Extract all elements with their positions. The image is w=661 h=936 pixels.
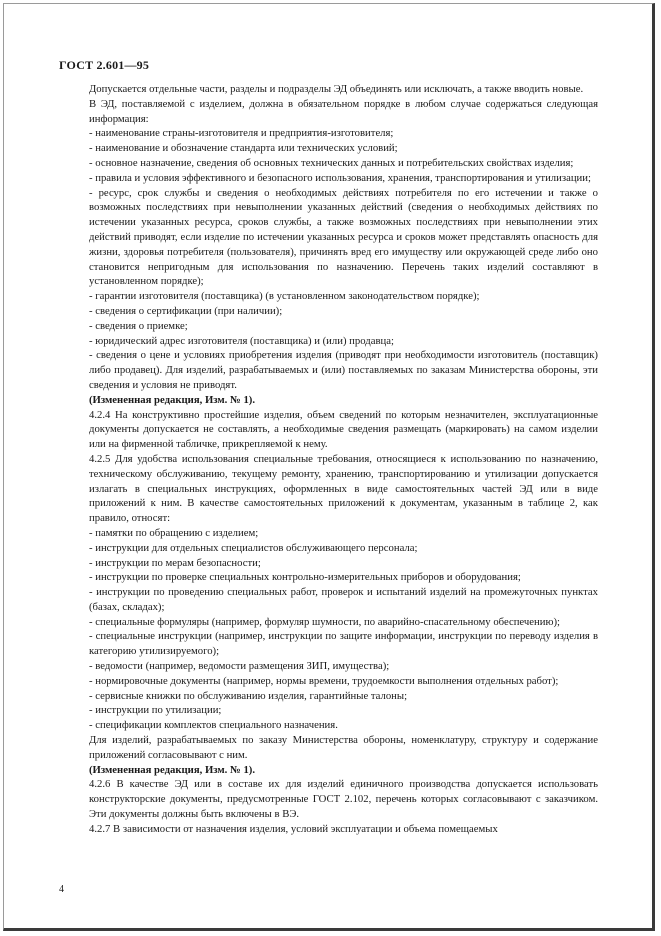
paragraph: 4.2.6 В качестве ЭД или в составе их для изделий единичного производства допускается использовать конструкторские документы, предусмотренные ГОСТ 2.102, перечень которых согласовывают с заказчиком. Эти документы должны быть включены в ВЭ.	[89, 778, 598, 821]
document-body	[89, 82, 598, 837]
list-item: - сведения о приемке;	[89, 319, 188, 332]
paragraph: Для изделий, разрабатываемых по заказу Министерства обороны, номенклатуру, структуру и содержание приложений согласовывают с ним.	[89, 734, 598, 761]
list-item: - сведения о сертификации (при наличии);	[89, 304, 283, 317]
paragraph: 4.2.5 Для удобства использования специальные требования, относящиеся к использованию по назначению, техническому обслуживанию, текущему ремонту, хранению, транспортированию и утилизации допускается излагать в специальных инструкциях, оформленных в виде самостоятельных частей ЭД или в виде приложений к ним. В качестве самостоятельных приложений к документам, указанным в таблице 2, как правило, относят:	[89, 452, 598, 525]
list-item: - основное назначение, сведения об основных технических данных и потребительских свойствах изделия;	[89, 156, 574, 169]
list-item: - сервисные книжки по обслуживанию изделия, гарантийные талоны;	[89, 689, 408, 702]
list-item: - сведения о цене и условиях приобретения изделия (приводят при необходимости изготовитель (поставщик) либо продавец). Для изделий, разрабатываемых и (или) поставляемых по заказам Министерства обороны, эти сведения и условия не приводят.	[89, 349, 598, 391]
list-item: - гарантии изготовителя (поставщика) (в установленном законодательством порядке);	[89, 290, 480, 303]
list-item: - наименование страны-изготовителя и предприятия-изготовителя;	[89, 127, 394, 140]
list-item: - наименование и обозначение стандарта или технических условий;	[89, 142, 398, 155]
list-item: - ведомости (например, ведомости размещения ЗИП, имущества);	[89, 660, 390, 673]
list-item: - спецификации комплектов специального назначения.	[89, 719, 338, 732]
list-item: - инструкции для отдельных специалистов обслуживающего персонала;	[89, 541, 418, 554]
list-item: - нормировочные документы (например, нормы времени, трудоемкости выполнения отдельных работ);	[89, 674, 559, 687]
list-item: - ресурс, срок службы и сведения о необходимых действиях потребителя по его истечении и также о возможных последствиях при невыполнении указанных действий (сведения о необходимых действиях по истечении указанных ресурса, сроков службы, а также возможных последствиях при невыполнении этих действий приводят, если изделие по истечении указанных ресурса и сроков может представлять опасность для жизни, здоровья потребителя (пользователя), причинять вред его имуществу или окружающей среде либо оно становится непригодным для использования по назначению. Перечень таких изделий составляют в установленном порядке);	[89, 186, 598, 288]
paragraph: В ЭД, поставляемой с изделием, должна в обязательном порядке в любом случае содержаться следующая информация:	[89, 97, 598, 125]
list-item: - правила и условия эффективного и безопасного использования, хранения, транспортирования и утилизации;	[89, 171, 591, 184]
document-header: ГОСТ 2.601—95	[59, 58, 150, 72]
list-item: - специальные инструкции (например, инструкции по защите информации, инструкции по переводу изделия в категорию утилизируемого);	[89, 630, 598, 658]
list-item: - памятки по обращению с изделием;	[89, 526, 259, 539]
paragraph: 4.2.4 На конструктивно простейшие изделия, объем сведений по которым незначителен, эксплуатационные документы допускается не составлять, а необходимые сведения размещать (маркировать) на самом изделии или на фирменной табличке, прикрепляемой к нему.	[89, 408, 598, 451]
list-item: - инструкции по мерам безопасности;	[89, 556, 261, 569]
amendment-note: (Измененная редакция, Изм. № 1).	[89, 763, 256, 776]
list-item: - инструкции по утилизации;	[89, 704, 222, 717]
amendment-note: (Измененная редакция, Изм. № 1).	[89, 393, 256, 406]
list-item: - специальные формуляры (например, формуляр шумности, по аварийно-спасательному обеспечению);	[89, 615, 560, 628]
page-number: 4	[59, 884, 64, 895]
paragraph: 4.2.7 В зависимости от назначения изделия, условий эксплуатации и объема помещаемых	[89, 822, 498, 835]
paragraph: Допускается отдельные части, разделы и подразделы ЭД объединять или исключать, а также вводить новые.	[89, 83, 584, 95]
list-item: - инструкции по проведению специальных работ, проверок и испытаний изделий на промежуточных пунктах (базах, складах);	[89, 586, 598, 613]
list-item: - инструкции по проверке специальных контрольно-измерительных приборов и оборудования;	[89, 571, 521, 584]
list-item: - юридический адрес изготовителя (поставщика) и (или) продавца;	[89, 334, 394, 347]
